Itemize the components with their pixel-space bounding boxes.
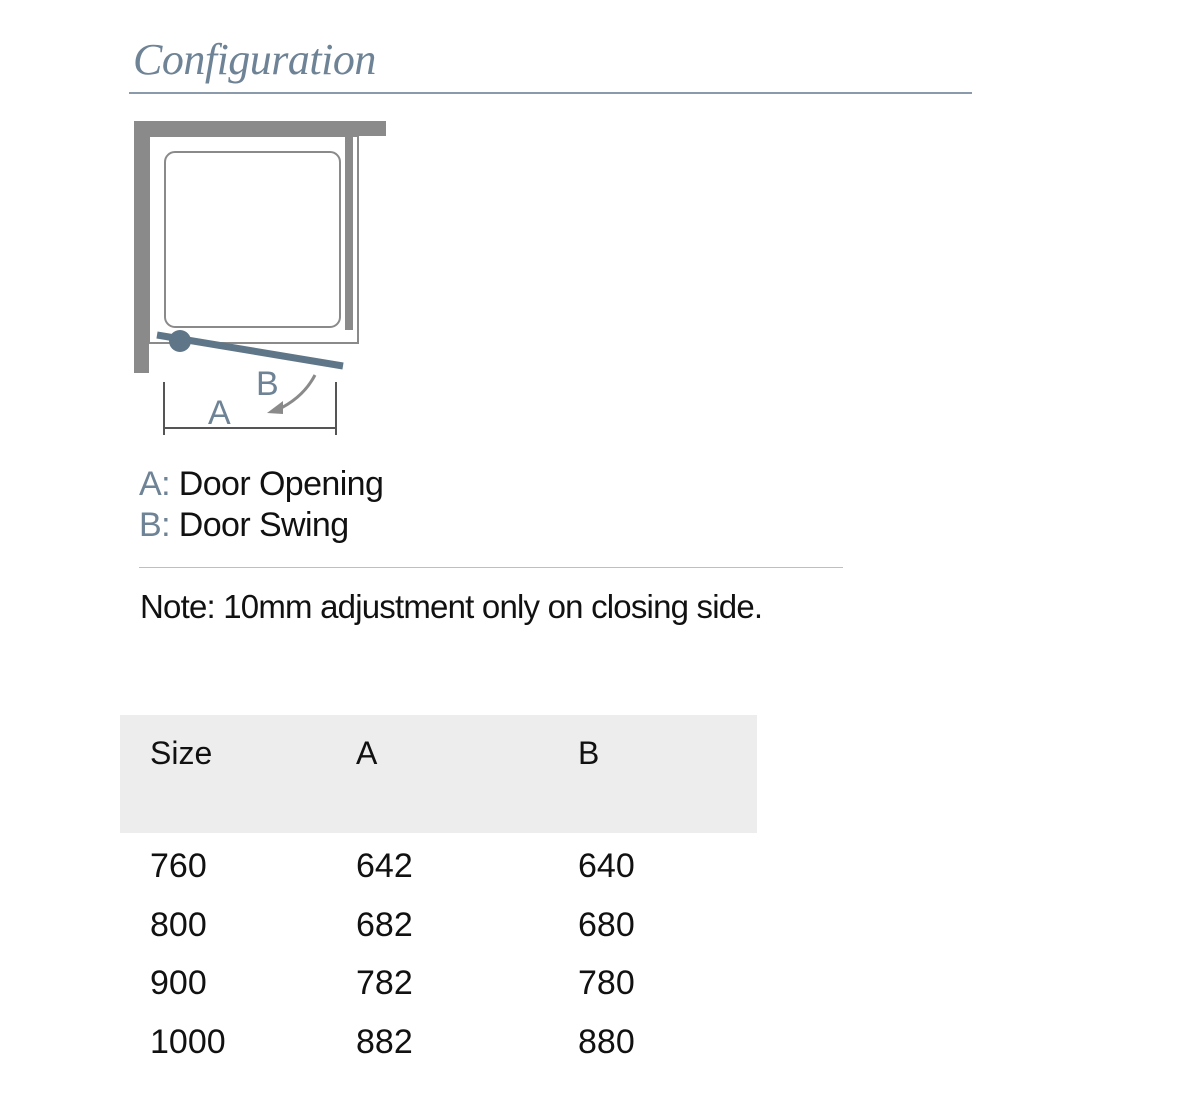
table-row (120, 1009, 757, 1068)
table-row (120, 833, 757, 892)
cell-a: 642 (356, 847, 413, 885)
dimension-line-icon (164, 382, 336, 435)
table-row (120, 892, 757, 951)
cell-a: 682 (356, 905, 413, 944)
cell-b: 880 (578, 1022, 635, 1061)
legend-key: B: (139, 506, 170, 544)
header-a: A (356, 735, 378, 771)
legend-key: A: (139, 465, 170, 503)
tray-outline-shape (149, 136, 358, 343)
cell-size: 1000 (150, 1022, 226, 1061)
legend-value: Door Opening (178, 465, 384, 503)
legend (139, 464, 383, 546)
cell-size: 900 (150, 964, 207, 1002)
cell-b: 680 (578, 905, 635, 944)
label-a: A (208, 394, 231, 432)
legend-item-door-opening (139, 464, 383, 505)
side-panel-shape (345, 136, 353, 330)
cell-b: 640 (578, 847, 635, 885)
cell-a: 882 (356, 1022, 413, 1061)
size-table (120, 715, 757, 1067)
cell-size: 760 (150, 847, 207, 885)
legend-item-door-swing (139, 505, 383, 546)
door-shape (157, 330, 343, 366)
adjustment-note: Note: 10mm adjustment only on closing side. (140, 588, 763, 625)
table-header (120, 715, 757, 833)
legend-value: Door Swing (178, 506, 349, 544)
note-divider (139, 567, 843, 568)
table-row (120, 950, 757, 1009)
cell-b: 780 (578, 964, 635, 1002)
label-b: B (256, 365, 279, 403)
header-b: B (578, 735, 600, 771)
cell-size: 800 (150, 905, 207, 944)
header-size: Size (150, 735, 213, 771)
cell-a: 782 (356, 964, 413, 1002)
tray-inner-shape (165, 152, 340, 327)
title-divider (129, 92, 972, 94)
shower-configuration-diagram (125, 110, 395, 440)
page-title: Configuration (133, 35, 376, 84)
